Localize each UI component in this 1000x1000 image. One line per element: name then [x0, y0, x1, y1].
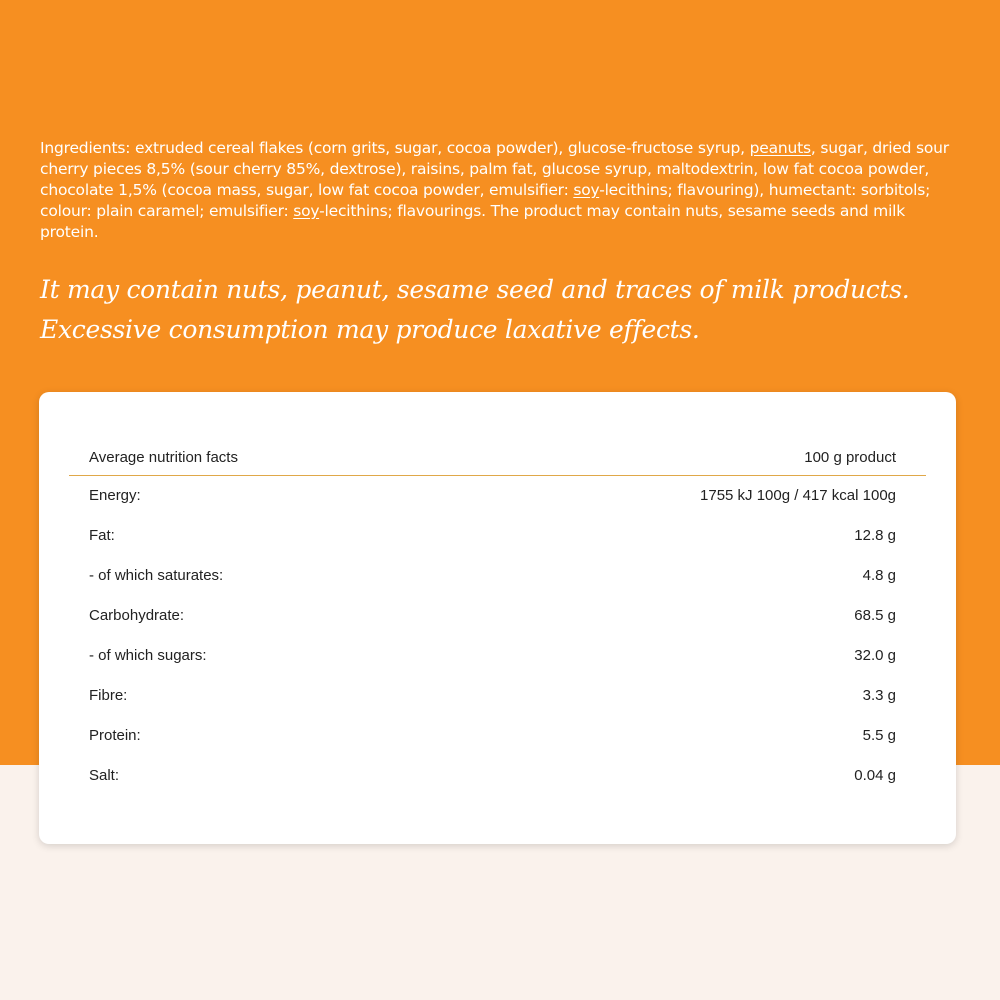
nutrition-table-body [69, 476, 926, 796]
warning-line-laxative: Excessive consumption may produce laxative effects. [40, 315, 700, 344]
nutrient-label: Salt: [89, 767, 120, 784]
nutrient-label: - of which saturates: [89, 567, 224, 584]
nutrition-header-value: 100 g product [804, 449, 896, 466]
ingredients-part: -lecithins; flavouring), humectant: sorbitols; colour: plain caramel; emulsifier: [40, 181, 931, 220]
nutrient-label: Fat: [89, 527, 115, 544]
nutrition-table-header [69, 436, 926, 476]
nutrient-value: 68.5 g [854, 607, 896, 624]
allergen-peanuts: peanuts [749, 139, 811, 157]
nutrition-row-salt [69, 756, 926, 796]
allergen-soy: soy [293, 202, 320, 220]
nutrient-value: 12.8 g [854, 527, 896, 544]
ingredients-text [40, 138, 960, 243]
ingredients-part: Ingredients: extruded cereal flakes (corn grits, sugar, cocoa powder), glucose-fructose syrup, [40, 139, 750, 157]
nutrient-value: 32.0 g [854, 647, 896, 664]
nutrient-label: - of which sugars: [89, 647, 207, 664]
nutrient-label: Carbohydrate: [89, 607, 185, 624]
nutrition-header-label: Average nutrition facts [89, 449, 238, 466]
nutrition-row-saturates [69, 556, 926, 596]
warning-line-allergens: It may contain nuts, peanut, sesame seed and traces of milk products. [40, 275, 910, 304]
nutrition-row-sugars [69, 636, 926, 676]
nutrient-label: Energy: [89, 487, 141, 504]
nutrient-value: 1755 kJ 100g / 417 kcal 100g [700, 487, 896, 504]
nutrition-row-fibre [69, 676, 926, 716]
nutrition-row-fat [69, 516, 926, 556]
nutrition-facts-card [39, 392, 956, 844]
nutrient-value: 5.5 g [862, 727, 896, 744]
allergen-soy: soy [573, 181, 600, 199]
allergy-warning [40, 270, 970, 350]
nutrition-row-protein [69, 716, 926, 756]
nutrient-value: 4.8 g [862, 567, 896, 584]
ingredients-part: -lecithins; flavourings. The product may contain nuts, sesame seeds and milk protein. [40, 202, 906, 241]
nutrient-label: Fibre: [89, 687, 128, 704]
nutrition-row-carbohydrate [69, 596, 926, 636]
nutrient-value: 0.04 g [854, 767, 896, 784]
ingredients-part: , sugar, dried sour cherry pieces 8,5% (sour cherry 85%, dextrose), raisins, palm fat, glucose syrup, maltodextrin, low fat cocoa powder, chocolate 1,5% (cocoa mass, sugar, low fat cocoa powder, emulsifier: [40, 139, 949, 199]
nutrient-value: 3.3 g [862, 687, 896, 704]
nutrient-label: Protein: [89, 727, 141, 744]
nutrition-row-energy [69, 476, 926, 516]
